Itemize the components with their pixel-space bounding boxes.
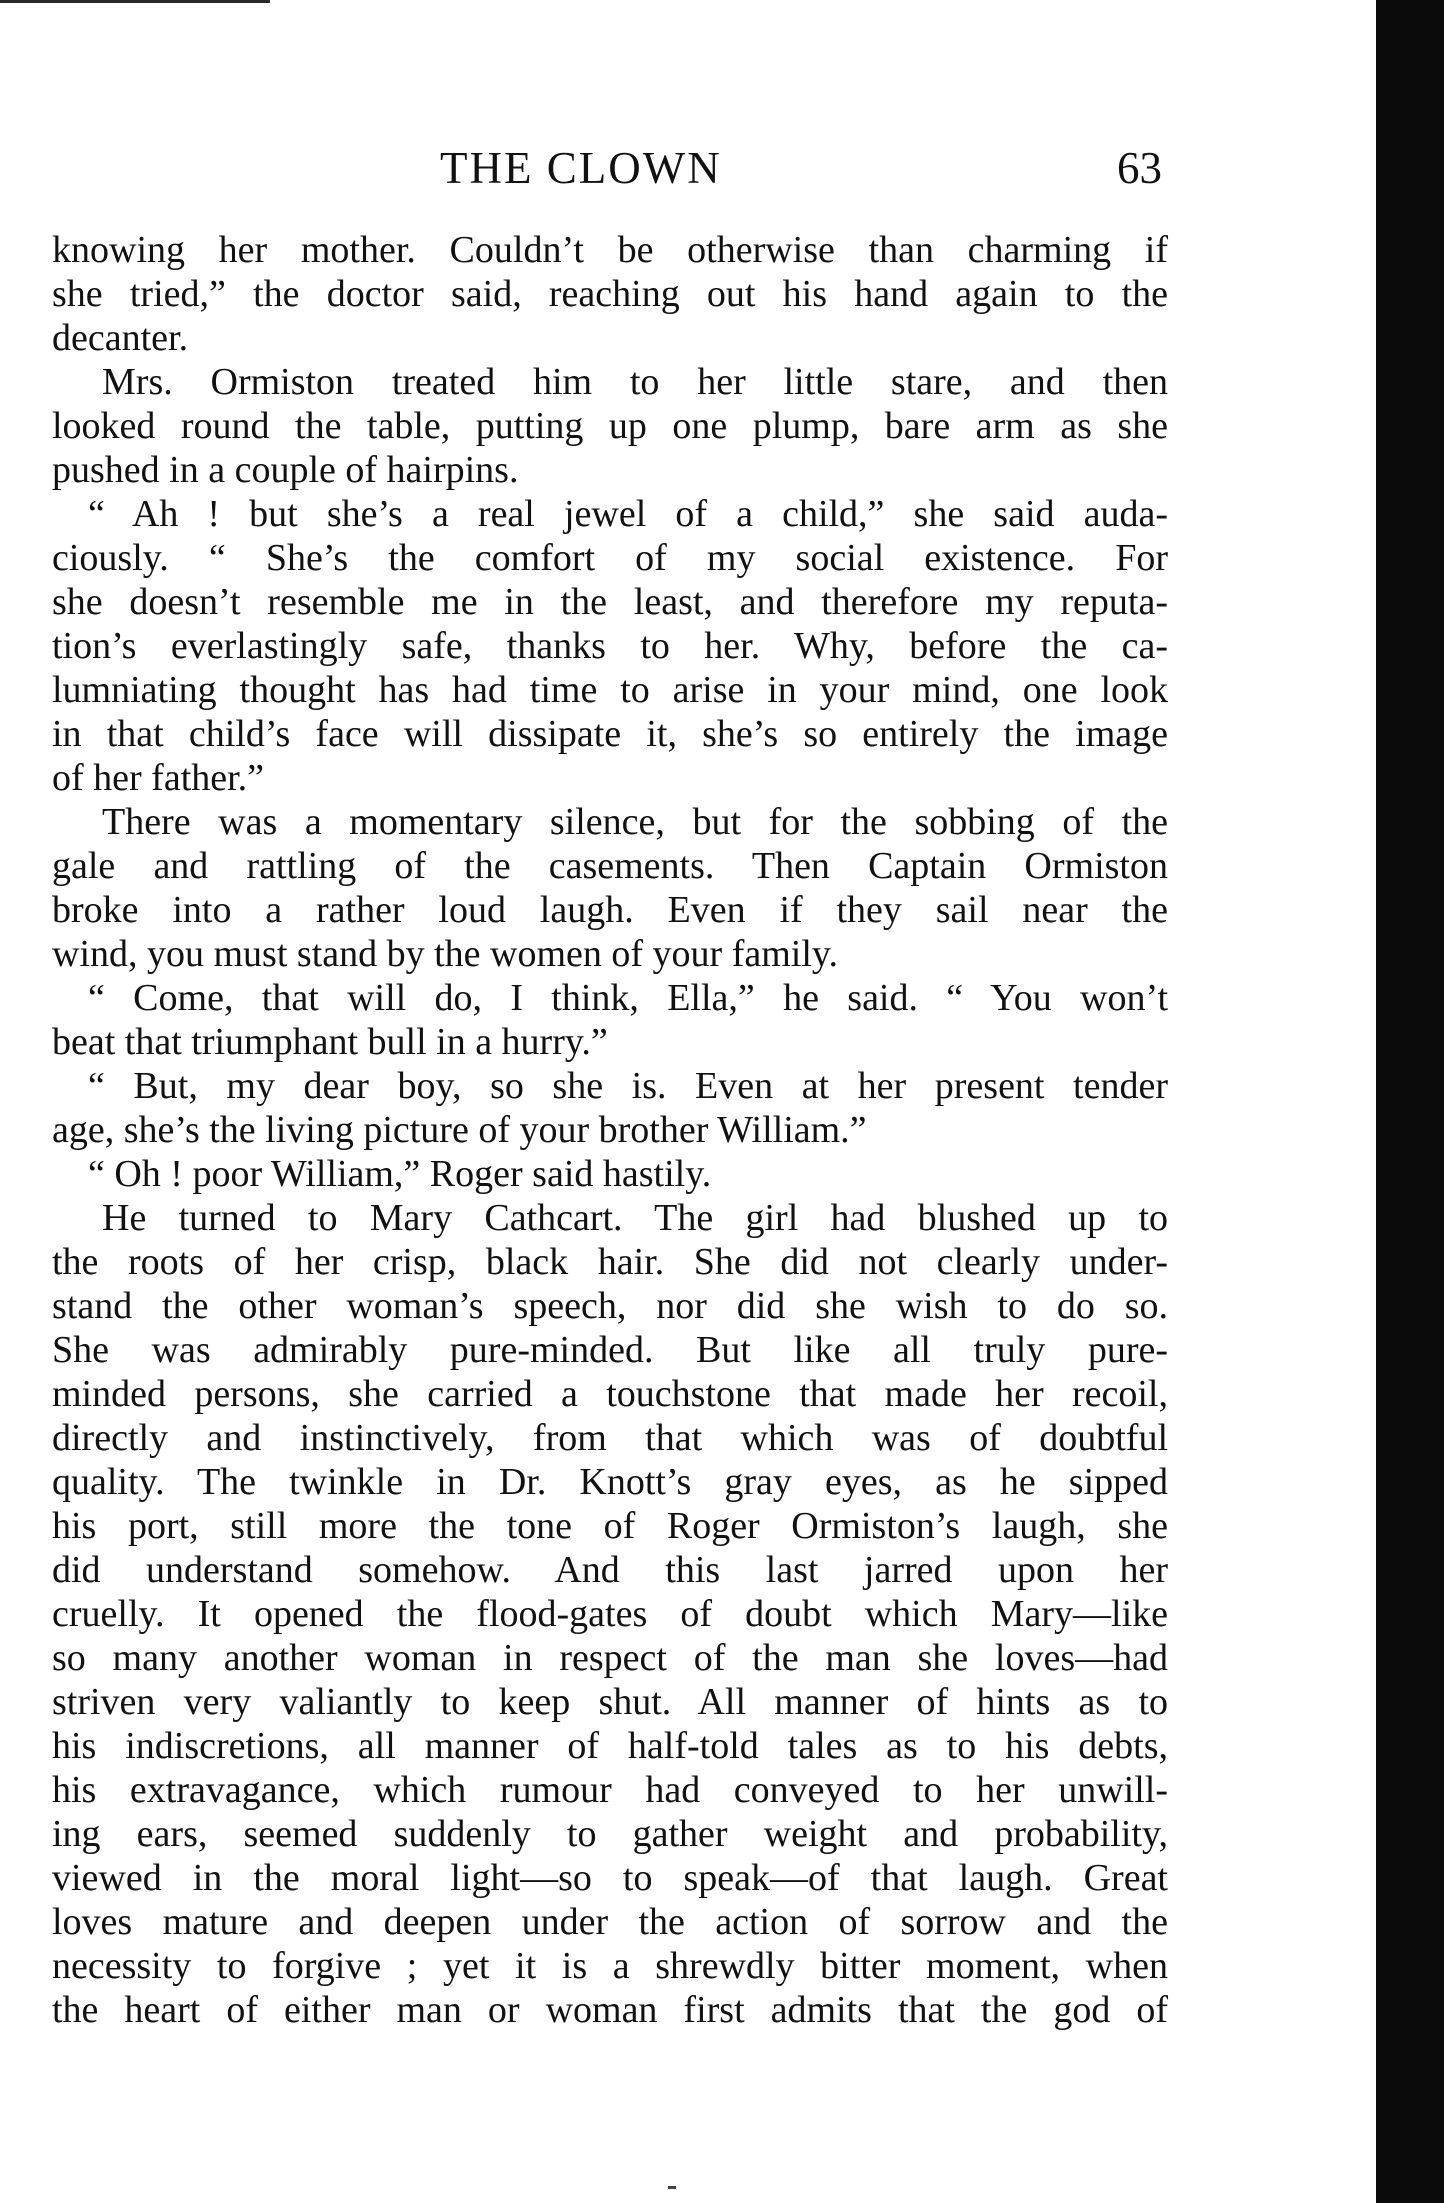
text-line: He turned to Mary Cathcart. The girl had blushed up to — [102, 1197, 1168, 1239]
text-line: beat that triumphant bull in a hurry.” — [52, 1021, 608, 1063]
text-line: lumniating thought has had time to arise in your mind, one look — [52, 669, 1168, 711]
text-line: stand the other woman’s speech, nor did she wish to do so. — [52, 1285, 1168, 1327]
text-line: she doesn’t resemble me in the least, and therefore my reputa- — [52, 581, 1168, 623]
top-rule — [0, 0, 270, 3]
text-line: ing ears, seemed suddenly to gather weight and probability, — [52, 1813, 1168, 1855]
text-line: quality. The twinkle in Dr. Knott’s gray eyes, as he sipped — [52, 1461, 1168, 1503]
text-line: in that child’s face will dissipate it, she’s so entirely the image — [52, 713, 1168, 755]
text-line: age, she’s the living picture of your brother William.” — [52, 1109, 867, 1151]
page-number: 63 — [1117, 143, 1162, 193]
text-line: broke into a rather loud laugh. Even if they sail near the — [52, 889, 1168, 931]
text-line: she tried,” the doctor said, reaching out his hand again to the — [52, 273, 1168, 315]
text-line: his extravagance, which rumour had conveyed to her unwill- — [52, 1769, 1168, 1811]
text-line: Mrs. Ormiston treated him to her little stare, and then — [102, 361, 1168, 403]
running-title: THE CLOWN — [440, 143, 722, 193]
text-line: the roots of her crisp, black hair. She did not clearly under- — [52, 1241, 1168, 1283]
text-line: looked round the table, putting up one plump, bare arm as she — [52, 405, 1168, 447]
text-line: loves mature and deepen under the action of sorrow and the — [52, 1901, 1168, 1943]
text-line: cruelly. It opened the flood-gates of doubt which Mary—like — [52, 1593, 1168, 1635]
page-edge-shadow — [1376, 0, 1444, 2203]
text-line: so many another woman in respect of the man she loves—had — [52, 1637, 1168, 1679]
text-line: did understand somehow. And this last jarred upon her — [52, 1549, 1168, 1591]
text-line: “ Oh ! poor William,” Roger said hastily. — [88, 1153, 712, 1195]
text-line: striven very valiantly to keep shut. All manner of hints as to — [52, 1681, 1168, 1723]
text-line: decanter. — [52, 317, 189, 359]
text-line: ciously. “ She’s the comfort of my social existence. For — [52, 537, 1168, 579]
text-line: “ Ah ! but she’s a real jewel of a child,” she said auda- — [88, 493, 1168, 535]
text-line: directly and instinctively, from that which was of doubtful — [52, 1417, 1168, 1459]
text-line: wind, you must stand by the women of your family. — [52, 933, 838, 975]
text-line: of her father.” — [52, 757, 265, 799]
footer-mark — [668, 2186, 676, 2189]
text-line: minded persons, she carried a touchstone that made her recoil, — [52, 1373, 1168, 1415]
text-line: “ But, my dear boy, so she is. Even at her present tender — [88, 1065, 1168, 1107]
text-line: his indiscretions, all manner of half-told tales as to his debts, — [52, 1725, 1168, 1767]
text-line: “ Come, that will do, I think, Ella,” he said. “ You won’t — [88, 977, 1168, 1019]
text-line: pushed in a couple of hairpins. — [52, 449, 519, 491]
text-line: the heart of either man or woman first admits that the god of — [52, 1989, 1168, 2031]
text-line: necessity to forgive ; yet it is a shrewdly bitter moment, when — [52, 1945, 1168, 1987]
body-text — [52, 228, 1168, 2032]
running-header — [52, 138, 1162, 198]
text-line: viewed in the moral light—so to speak—of that laugh. Great — [52, 1857, 1168, 1899]
text-line: She was admirably pure-minded. But like all truly pure- — [52, 1329, 1168, 1371]
text-line: tion’s everlastingly safe, thanks to her. Why, before the ca- — [52, 625, 1168, 667]
text-line: knowing her mother. Couldn’t be otherwise than charming if — [52, 229, 1168, 271]
text-line: gale and rattling of the casements. Then Captain Ormiston — [52, 845, 1168, 887]
text-line: There was a momentary silence, but for the sobbing of the — [102, 801, 1168, 843]
text-line: his port, still more the tone of Roger Ormiston’s laugh, she — [52, 1505, 1168, 1547]
